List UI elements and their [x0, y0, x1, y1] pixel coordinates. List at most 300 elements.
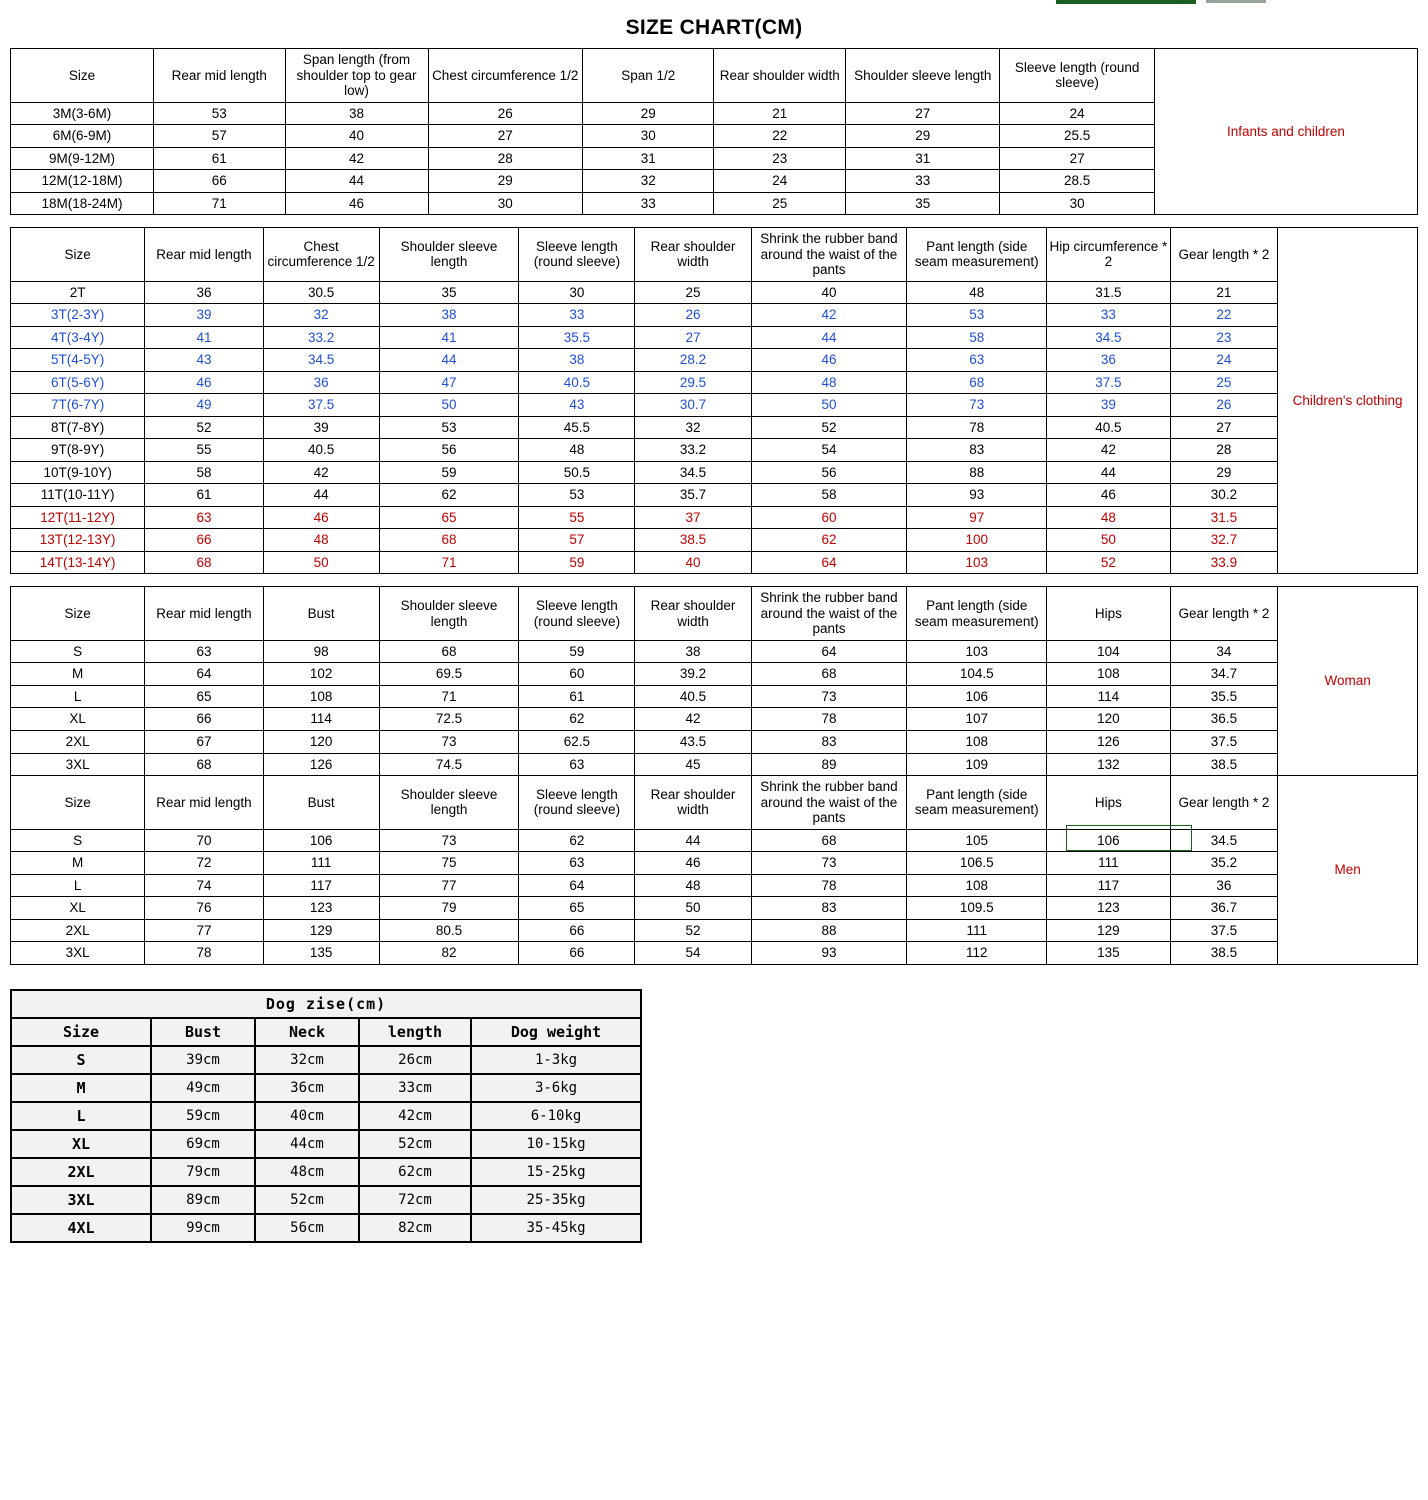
- table-row: [11, 371, 1418, 394]
- dog-table-row: [11, 1158, 641, 1186]
- value-cell: 44: [285, 170, 428, 193]
- value-cell: 25.5: [1000, 125, 1154, 148]
- value-cell: 26: [1170, 394, 1277, 417]
- value-cell: 32: [582, 170, 714, 193]
- dog-value-cell: 56cm: [255, 1214, 359, 1242]
- dog-title-row: [11, 990, 641, 1018]
- value-cell: 38.5: [1170, 753, 1277, 776]
- value-cell: 53: [519, 484, 635, 507]
- value-cell: 80.5: [379, 919, 519, 942]
- table-row: [11, 304, 1418, 327]
- value-cell: 46: [1047, 484, 1171, 507]
- column-header-7: Sleeve length (round sleeve): [1000, 49, 1154, 103]
- value-cell: 100: [907, 529, 1047, 552]
- value-cell: 33.2: [263, 326, 379, 349]
- value-cell: 68: [379, 640, 519, 663]
- value-cell: 62: [519, 708, 635, 731]
- size-cell: L: [11, 685, 145, 708]
- value-cell: 78: [751, 708, 907, 731]
- value-cell: 114: [263, 708, 379, 731]
- size-cell: 12T(11-12Y): [11, 506, 145, 529]
- value-cell: 58: [751, 484, 907, 507]
- value-cell: 111: [907, 919, 1047, 942]
- dog-value-cell: 33cm: [359, 1074, 471, 1102]
- size-cell: XL: [11, 897, 145, 920]
- size-cell: 3XL: [11, 753, 145, 776]
- value-cell: 73: [379, 730, 519, 753]
- value-cell: 27: [428, 125, 582, 148]
- column-header-1: Rear mid length: [145, 587, 263, 641]
- value-cell: 30.2: [1170, 484, 1277, 507]
- value-cell: 28.5: [1000, 170, 1154, 193]
- value-cell: 93: [751, 942, 907, 965]
- dog-column-header-4: Dog weight: [471, 1018, 641, 1046]
- column-header-6: Shoulder sleeve length: [846, 49, 1000, 103]
- table-header-row: [11, 228, 1418, 282]
- value-cell: 37.5: [1170, 919, 1277, 942]
- value-cell: 68: [379, 529, 519, 552]
- dog-size-cell: XL: [11, 1130, 151, 1158]
- value-cell: 93: [907, 484, 1047, 507]
- value-cell: 44: [263, 484, 379, 507]
- dog-table-row: [11, 1130, 641, 1158]
- value-cell: 44: [635, 829, 751, 852]
- value-cell: 107: [907, 708, 1047, 731]
- value-cell: 71: [379, 551, 519, 574]
- value-cell: 29.5: [635, 371, 751, 394]
- dog-size-cell: 2XL: [11, 1158, 151, 1186]
- size-cell: 3T(2-3Y): [11, 304, 145, 327]
- woman-table: [10, 586, 1418, 776]
- value-cell: 40.5: [263, 439, 379, 462]
- dog-size-cell: 4XL: [11, 1214, 151, 1242]
- column-header-8: Hips: [1047, 587, 1171, 641]
- column-header-6: Shrink the rubber band around the waist of the pants: [751, 776, 907, 830]
- value-cell: 52: [145, 416, 263, 439]
- value-cell: 32: [263, 304, 379, 327]
- value-cell: 103: [907, 640, 1047, 663]
- table-row: [11, 461, 1418, 484]
- value-cell: 53: [153, 102, 285, 125]
- value-cell: 68: [145, 753, 263, 776]
- value-cell: 117: [1047, 874, 1171, 897]
- value-cell: 83: [751, 730, 907, 753]
- dog-table: [10, 989, 642, 1243]
- value-cell: 32: [635, 416, 751, 439]
- table-row: [11, 529, 1418, 552]
- size-cell: 2T: [11, 281, 145, 304]
- value-cell: 36.5: [1170, 708, 1277, 731]
- size-cell: 9T(8-9Y): [11, 439, 145, 462]
- value-cell: 57: [153, 125, 285, 148]
- column-header-7: Pant length (side seam measurement): [907, 776, 1047, 830]
- value-cell: 46: [263, 506, 379, 529]
- value-cell: 120: [1047, 708, 1171, 731]
- infants-table: [10, 48, 1418, 215]
- value-cell: 126: [263, 753, 379, 776]
- dog-value-cell: 69cm: [151, 1130, 255, 1158]
- value-cell: 61: [153, 147, 285, 170]
- table-row: [11, 349, 1418, 372]
- column-header-1: Rear mid length: [145, 228, 263, 282]
- size-cell: 3M(3-6M): [11, 102, 154, 125]
- value-cell: 50: [263, 551, 379, 574]
- value-cell: 34.5: [635, 461, 751, 484]
- value-cell: 62.5: [519, 730, 635, 753]
- column-header-2: Bust: [263, 587, 379, 641]
- value-cell: 27: [635, 326, 751, 349]
- value-cell: 28.2: [635, 349, 751, 372]
- table-row: [11, 506, 1418, 529]
- table-row: [11, 640, 1418, 663]
- value-cell: 88: [751, 919, 907, 942]
- column-header-4: Sleeve length (round sleeve): [519, 228, 635, 282]
- size-cell: 13T(12-13Y): [11, 529, 145, 552]
- value-cell: 44: [379, 349, 519, 372]
- value-cell: 37.5: [1170, 730, 1277, 753]
- value-cell: 65: [379, 506, 519, 529]
- value-cell: 21: [714, 102, 846, 125]
- value-cell: 40: [751, 281, 907, 304]
- value-cell: 35.5: [519, 326, 635, 349]
- dog-value-cell: 15-25kg: [471, 1158, 641, 1186]
- size-cell: 3XL: [11, 942, 145, 965]
- dog-value-cell: 42cm: [359, 1102, 471, 1130]
- table-row: [11, 897, 1418, 920]
- dog-value-cell: 36cm: [255, 1074, 359, 1102]
- value-cell: 34.5: [263, 349, 379, 372]
- value-cell: 114: [1047, 685, 1171, 708]
- value-cell: 40.5: [519, 371, 635, 394]
- value-cell: 105: [907, 829, 1047, 852]
- value-cell: 108: [907, 730, 1047, 753]
- column-header-0: Size: [11, 49, 154, 103]
- table-row: [11, 326, 1418, 349]
- column-header-6: Shrink the rubber band around the waist of the pants: [751, 228, 907, 282]
- category-label: Children's clothing: [1278, 228, 1418, 574]
- value-cell: 33: [1047, 304, 1171, 327]
- value-cell: 28: [428, 147, 582, 170]
- column-header-8: Hips: [1047, 776, 1171, 830]
- size-cell: L: [11, 874, 145, 897]
- value-cell: 70: [145, 829, 263, 852]
- value-cell: 54: [751, 439, 907, 462]
- value-cell: 25: [1170, 371, 1277, 394]
- dog-column-header-0: Size: [11, 1018, 151, 1046]
- value-cell: 31.5: [1170, 506, 1277, 529]
- value-cell: 42: [751, 304, 907, 327]
- value-cell: 46: [635, 852, 751, 875]
- value-cell: 39.2: [635, 663, 751, 686]
- dog-value-cell: 6-10kg: [471, 1102, 641, 1130]
- column-header-6: Shrink the rubber band around the waist of the pants: [751, 587, 907, 641]
- value-cell: 55: [519, 506, 635, 529]
- value-cell: 23: [1170, 326, 1277, 349]
- value-cell: 83: [751, 897, 907, 920]
- value-cell: 66: [153, 170, 285, 193]
- value-cell: 79: [379, 897, 519, 920]
- value-cell: 34.5: [1170, 829, 1277, 852]
- value-cell: 72.5: [379, 708, 519, 731]
- table-row: [11, 874, 1418, 897]
- value-cell: 61: [145, 484, 263, 507]
- value-cell: 30: [1000, 192, 1154, 215]
- column-header-4: Span 1/2: [582, 49, 714, 103]
- column-header-2: Span length (from shoulder top to gear low): [285, 49, 428, 103]
- value-cell: 71: [379, 685, 519, 708]
- value-cell: 38: [519, 349, 635, 372]
- dog-table-row: [11, 1046, 641, 1074]
- value-cell: 53: [379, 416, 519, 439]
- value-cell: 60: [751, 506, 907, 529]
- value-cell: 104: [1047, 640, 1171, 663]
- value-cell: 40: [285, 125, 428, 148]
- size-cell: 4T(3-4Y): [11, 326, 145, 349]
- size-cell: 12M(12-18M): [11, 170, 154, 193]
- value-cell: 27: [1170, 416, 1277, 439]
- value-cell: 56: [751, 461, 907, 484]
- dog-value-cell: 59cm: [151, 1102, 255, 1130]
- dog-value-cell: 40cm: [255, 1102, 359, 1130]
- value-cell: 59: [379, 461, 519, 484]
- value-cell: 74: [145, 874, 263, 897]
- value-cell: 103: [907, 551, 1047, 574]
- value-cell: 27: [846, 102, 1000, 125]
- value-cell: 42: [263, 461, 379, 484]
- table-row: [11, 685, 1418, 708]
- value-cell: 73: [751, 852, 907, 875]
- value-cell: 31: [846, 147, 1000, 170]
- column-header-8: Hip circumference * 2: [1047, 228, 1171, 282]
- value-cell: 64: [751, 551, 907, 574]
- table-row: [11, 416, 1418, 439]
- dog-value-cell: 25-35kg: [471, 1186, 641, 1214]
- value-cell: 64: [751, 640, 907, 663]
- value-cell: 54: [635, 942, 751, 965]
- value-cell: 24: [1000, 102, 1154, 125]
- column-header-1: Rear mid length: [145, 776, 263, 830]
- top-green-marker: [1056, 0, 1196, 4]
- value-cell: 38: [379, 304, 519, 327]
- category-label: Men: [1278, 776, 1418, 965]
- column-header-1: Rear mid length: [153, 49, 285, 103]
- value-cell: 29: [1170, 461, 1277, 484]
- dog-table-title: Dog zise(cm): [11, 990, 641, 1018]
- value-cell: 31.5: [1047, 281, 1171, 304]
- value-cell: 62: [519, 829, 635, 852]
- size-cell: 2XL: [11, 919, 145, 942]
- table-row: [11, 829, 1418, 852]
- dog-size-cell: M: [11, 1074, 151, 1102]
- value-cell: 56: [379, 439, 519, 462]
- value-cell: 135: [263, 942, 379, 965]
- column-header-5: Rear shoulder width: [635, 776, 751, 830]
- dog-size-cell: 3XL: [11, 1186, 151, 1214]
- value-cell: 42: [285, 147, 428, 170]
- table-row: [11, 439, 1418, 462]
- value-cell: 106: [907, 685, 1047, 708]
- value-cell: 43: [145, 349, 263, 372]
- dog-value-cell: 52cm: [359, 1130, 471, 1158]
- value-cell: 26: [635, 304, 751, 327]
- category-label: Woman: [1278, 587, 1418, 776]
- size-cell: 5T(4-5Y): [11, 349, 145, 372]
- column-header-3: Shoulder sleeve length: [379, 587, 519, 641]
- value-cell: 23: [714, 147, 846, 170]
- dog-value-cell: 26cm: [359, 1046, 471, 1074]
- dog-column-header-1: Bust: [151, 1018, 255, 1046]
- table-row: [11, 281, 1418, 304]
- value-cell: 106: [1047, 829, 1171, 852]
- value-cell: 111: [1047, 852, 1171, 875]
- value-cell: 43: [519, 394, 635, 417]
- value-cell: 26: [428, 102, 582, 125]
- value-cell: 46: [285, 192, 428, 215]
- value-cell: 33: [519, 304, 635, 327]
- value-cell: 132: [1047, 753, 1171, 776]
- value-cell: 30.7: [635, 394, 751, 417]
- value-cell: 61: [519, 685, 635, 708]
- value-cell: 77: [379, 874, 519, 897]
- value-cell: 66: [519, 919, 635, 942]
- value-cell: 64: [145, 663, 263, 686]
- size-cell: 2XL: [11, 730, 145, 753]
- value-cell: 78: [145, 942, 263, 965]
- value-cell: 112: [907, 942, 1047, 965]
- value-cell: 36: [145, 281, 263, 304]
- dog-value-cell: 49cm: [151, 1074, 255, 1102]
- value-cell: 33: [582, 192, 714, 215]
- value-cell: 108: [907, 874, 1047, 897]
- value-cell: 64: [519, 874, 635, 897]
- table-row: [11, 919, 1418, 942]
- value-cell: 63: [907, 349, 1047, 372]
- column-header-5: Rear shoulder width: [635, 587, 751, 641]
- value-cell: 69.5: [379, 663, 519, 686]
- column-header-9: Gear length * 2: [1170, 587, 1277, 641]
- table-row: [11, 942, 1418, 965]
- value-cell: 78: [907, 416, 1047, 439]
- column-header-3: Shoulder sleeve length: [379, 776, 519, 830]
- column-header-9: Gear length * 2: [1170, 228, 1277, 282]
- size-cell: XL: [11, 708, 145, 731]
- value-cell: 83: [907, 439, 1047, 462]
- table-row: [11, 484, 1418, 507]
- value-cell: 66: [145, 529, 263, 552]
- value-cell: 35.7: [635, 484, 751, 507]
- value-cell: 63: [519, 852, 635, 875]
- column-header-0: Size: [11, 776, 145, 830]
- dog-value-cell: 99cm: [151, 1214, 255, 1242]
- column-header-4: Sleeve length (round sleeve): [519, 587, 635, 641]
- dog-value-cell: 32cm: [255, 1046, 359, 1074]
- top-gray-marker: [1206, 0, 1266, 3]
- value-cell: 102: [263, 663, 379, 686]
- value-cell: 123: [1047, 897, 1171, 920]
- value-cell: 108: [1047, 663, 1171, 686]
- value-cell: 111: [263, 852, 379, 875]
- value-cell: 62: [379, 484, 519, 507]
- value-cell: 50: [751, 394, 907, 417]
- value-cell: 129: [263, 919, 379, 942]
- value-cell: 126: [1047, 730, 1171, 753]
- column-header-3: Chest circumference 1/2: [428, 49, 582, 103]
- value-cell: 32.7: [1170, 529, 1277, 552]
- value-cell: 44: [751, 326, 907, 349]
- value-cell: 57: [519, 529, 635, 552]
- dog-value-cell: 72cm: [359, 1186, 471, 1214]
- table-row: [11, 753, 1418, 776]
- value-cell: 34.5: [1047, 326, 1171, 349]
- dog-table-row: [11, 1102, 641, 1130]
- value-cell: 106: [263, 829, 379, 852]
- table-row: [11, 663, 1418, 686]
- value-cell: 22: [1170, 304, 1277, 327]
- value-cell: 35: [379, 281, 519, 304]
- dog-column-header-2: Neck: [255, 1018, 359, 1046]
- value-cell: 48: [519, 439, 635, 462]
- dog-size-cell: S: [11, 1046, 151, 1074]
- value-cell: 22: [714, 125, 846, 148]
- value-cell: 50: [1047, 529, 1171, 552]
- dog-header-row: [11, 1018, 641, 1046]
- value-cell: 28: [1170, 439, 1277, 462]
- size-cell: 8T(7-8Y): [11, 416, 145, 439]
- value-cell: 53: [907, 304, 1047, 327]
- dog-value-cell: 10-15kg: [471, 1130, 641, 1158]
- size-cell: 9M(9-12M): [11, 147, 154, 170]
- value-cell: 39: [263, 416, 379, 439]
- size-cell: 14T(13-14Y): [11, 551, 145, 574]
- value-cell: 77: [145, 919, 263, 942]
- value-cell: 123: [263, 897, 379, 920]
- value-cell: 109: [907, 753, 1047, 776]
- value-cell: 89: [751, 753, 907, 776]
- dog-table-row: [11, 1186, 641, 1214]
- value-cell: 24: [1170, 349, 1277, 372]
- value-cell: 50: [635, 897, 751, 920]
- value-cell: 45: [635, 753, 751, 776]
- dog-table-row: [11, 1074, 641, 1102]
- dog-value-cell: 52cm: [255, 1186, 359, 1214]
- table-row: [11, 551, 1418, 574]
- value-cell: 30: [519, 281, 635, 304]
- value-cell: 65: [145, 685, 263, 708]
- value-cell: 63: [145, 640, 263, 663]
- value-cell: 68: [145, 551, 263, 574]
- value-cell: 71: [153, 192, 285, 215]
- dog-value-cell: 89cm: [151, 1186, 255, 1214]
- size-cell: 11T(10-11Y): [11, 484, 145, 507]
- value-cell: 50.5: [519, 461, 635, 484]
- value-cell: 98: [263, 640, 379, 663]
- dog-column-header-3: length: [359, 1018, 471, 1046]
- value-cell: 88: [907, 461, 1047, 484]
- value-cell: 68: [907, 371, 1047, 394]
- column-header-7: Pant length (side seam measurement): [907, 587, 1047, 641]
- value-cell: 21: [1170, 281, 1277, 304]
- dog-size-cell: L: [11, 1102, 151, 1130]
- value-cell: 63: [519, 753, 635, 776]
- value-cell: 55: [145, 439, 263, 462]
- value-cell: 46: [145, 371, 263, 394]
- dog-value-cell: 79cm: [151, 1158, 255, 1186]
- column-header-0: Size: [11, 228, 145, 282]
- value-cell: 104.5: [907, 663, 1047, 686]
- value-cell: 48: [751, 371, 907, 394]
- value-cell: 50: [379, 394, 519, 417]
- dog-table-row: [11, 1214, 641, 1242]
